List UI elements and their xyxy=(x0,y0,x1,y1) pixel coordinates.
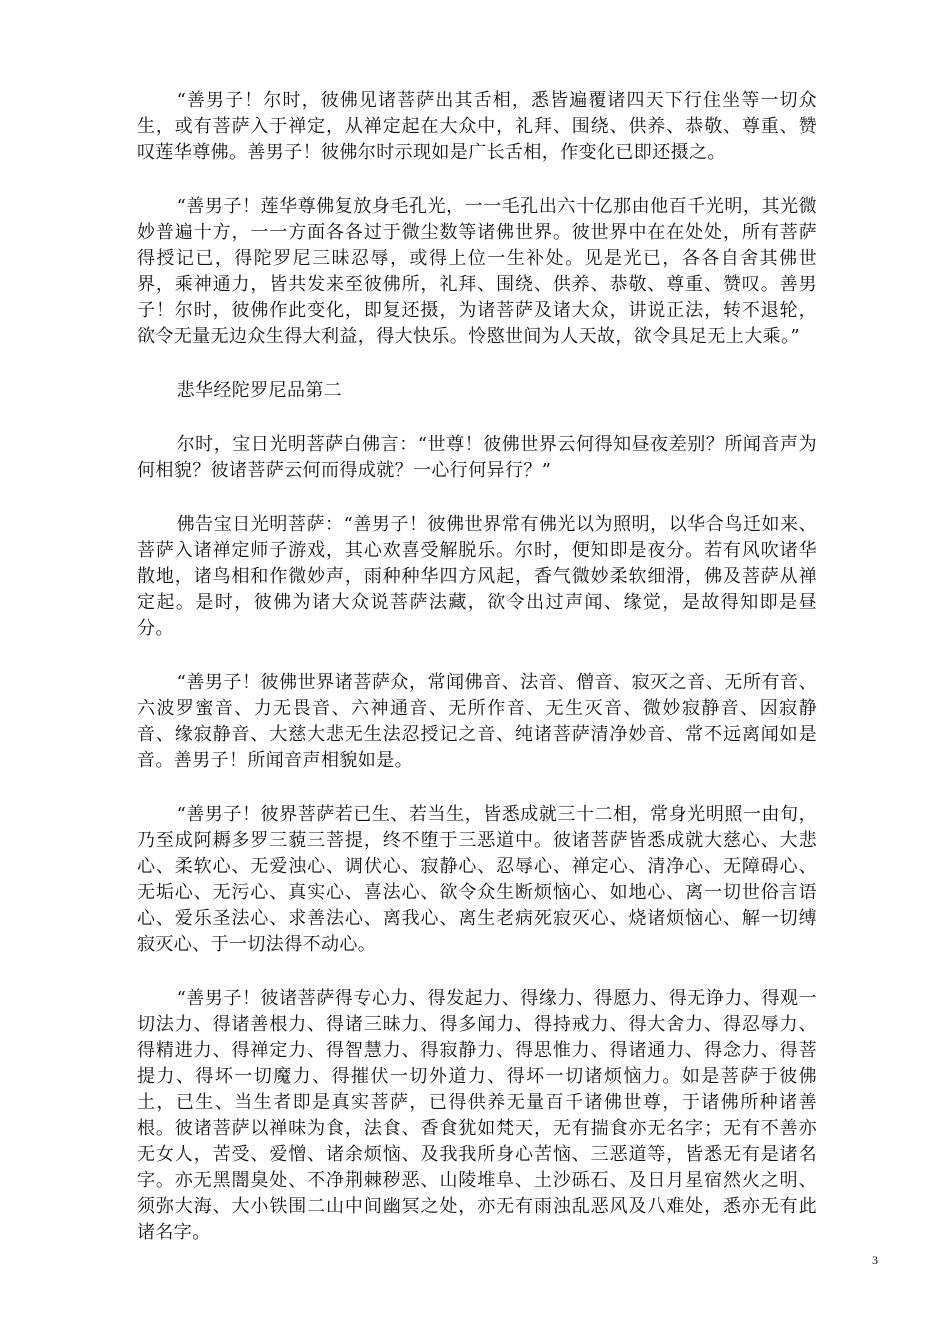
paragraph-7: “善男子！彼诸菩萨得专心力、得发起力、得缘力、得愿力、得无诤力、得观一切法力、得诸善根力、得诸三昧力、得多闻力、得持戒力、得大舍力、得忍辱力、得精进力、得禅定力、得智慧力、得寂静力、得思惟力、得诸通力、得念力、得菩提力、得坏一切魔力、得摧伏一切外道力、得坏一切诸烦恼力。如是菩萨于彼佛土，已生、当生者即是真实菩萨，已得供养无量百千诸佛世尊，于诸佛所种诸善根。彼诸菩萨以禅味为食，法食、香食犹如梵天，无有揣食亦无名字；无有不善亦无女人，苦受、爱憎、诸余烦恼、及我我所身心苦恼、三恶道等，皆悉无有是诸名字。亦无黑闇臭处、不净荆棘秽恶、山陵堆阜、土沙砾石、及日月星宿然火之明、须弥大海、大小铁围二山中间幽冥之处，亦无有雨浊乱恶风及八难处，悉亦无有此诸名字。 xyxy=(137,988,817,1243)
paragraph-1: “善男子！尔时，彼佛见诸菩萨出其舌相，悉皆遍覆诸四天下行住坐等一切众生，或有菩萨入于禅定，从禅定起在大众中，礼拜、围绕、供养、恭敬、尊重、赞叹莲华尊佛。善男子！彼佛尔时示现如是广长舌相，作变化已即还摄之。 xyxy=(137,90,817,163)
paragraph-4: 佛告宝日光明菩萨：“善男子！彼佛世界常有佛光以为照明，以华合鸟迁如来、菩萨入诸禅定师子游戏，其心欢喜受解脱乐。尔时，便知即是夜分。若有风吹诸华散地，诸鸟相和作微妙声，雨种种华四方风起，香气微妙柔软细滑，佛及菩萨从禅定起。是时，彼佛为诸大众说菩萨法藏，欲令出过声闻、缘觉，是故得知即是昼分。 xyxy=(137,514,817,639)
paragraph-2: “善男子！莲华尊佛复放身毛孔光，一一毛孔出六十亿那由他百千光明，其光微妙普遍十方，一一方面各各过于微尘数等诸佛世界。彼世界中在在处处，所有菩萨得授记已，得陀罗尼三昧忍辱，或得上位一生补处。见是光已，各各自舍其佛世界，乘神通力，皆共发来至彼佛所，礼拜、围绕、供养、恭敬、尊重、赞叹。善男子！尔时，彼佛作此变化，即复还摄，为诸菩萨及诸大众，讲说正法，转不退轮，欲令无量无边众生得大利益，得大快乐。怜愍世间为人天故，欲令具足无上大乘。” xyxy=(137,196,817,347)
page-number: 3 xyxy=(872,1253,878,1267)
section-heading: 悲华经陀罗尼品第二 xyxy=(176,380,343,401)
paragraph-5: “善男子！彼佛世界诸菩萨众，常闻佛音、法音、僧音、寂灭之音、无所有音、六波罗蜜音、力无畏音、六神通音、无所作音、无生灭音、微妙寂静音、因寂静音、缘寂静音、大慈大悲无生法忍授记之音、纯诸菩萨清净妙音、常不远离闻如是音。善男子！所闻音声相貌如是。 xyxy=(137,672,817,771)
paragraph-6: “善男子！彼界菩萨若已生、若当生，皆悉成就三十二相，常身光明照一由旬，乃至成阿耨多罗三藐三菩提，终不堕于三恶道中。彼诸菩萨皆悉成就大慈心、大悲心、柔软心、无爱浊心、调伏心、寂静心、忍辱心、禅定心、清净心、无障碍心、无垢心、无污心、真实心、喜法心、欲令众生断烦恼心、如地心、离一切世俗言语心、爱乐圣法心、求善法心、离我心、离生老病死寂灭心、烧诸烦恼心、解一切缚寂灭心、于一切法得不动心。 xyxy=(137,804,817,955)
paragraph-3: 尔时，宝日光明菩萨白佛言：“世尊！彼佛世界云何得知昼夜差别？所闻音声为何相貌？彼诸菩萨云何而得成就？一心行何异行？” xyxy=(137,434,817,481)
body-text xyxy=(137,88,817,1274)
